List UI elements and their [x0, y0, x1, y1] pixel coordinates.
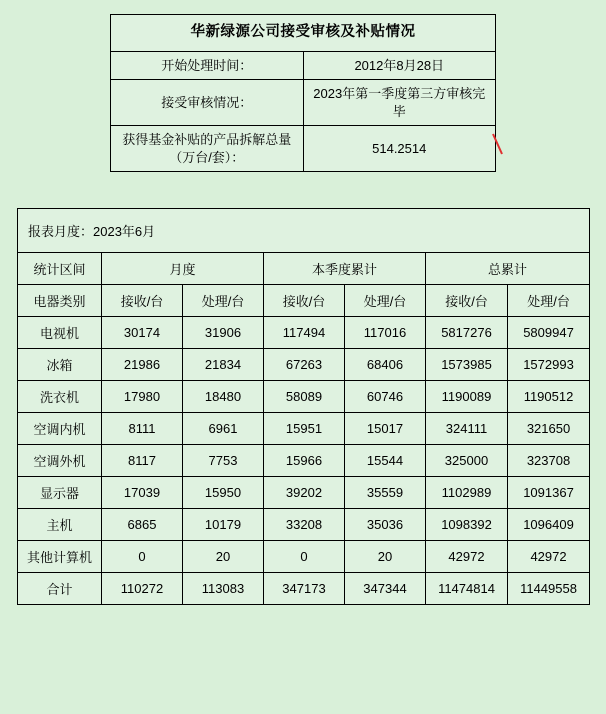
- table-row: [18, 317, 590, 349]
- header-group-quarter: 本季度累计: [264, 253, 426, 285]
- cell-value: 347344: [345, 573, 426, 605]
- row-category-label: 显示器: [18, 477, 102, 509]
- cell-value: 15951: [264, 413, 345, 445]
- cell-value: 0: [102, 541, 183, 573]
- row-category-label: 洗衣机: [18, 381, 102, 413]
- cell-value: 347173: [264, 573, 345, 605]
- table-row: [18, 509, 590, 541]
- row-category-label: 空调外机: [18, 445, 102, 477]
- row-category-label: 电视机: [18, 317, 102, 349]
- header-month-received: 接收/台: [102, 285, 183, 317]
- cell-value: 1102989: [426, 477, 508, 509]
- cell-value: 21986: [102, 349, 183, 381]
- cell-value: 21834: [183, 349, 264, 381]
- group-header-row: [18, 253, 590, 285]
- cell-value: 42972: [426, 541, 508, 573]
- summary-title: 华新绿源公司接受审核及补贴情况: [111, 15, 496, 52]
- header-quarter-processed: 处理/台: [345, 285, 426, 317]
- row-category-label: 主机: [18, 509, 102, 541]
- cell-value: 35036: [345, 509, 426, 541]
- cell-value: 15950: [183, 477, 264, 509]
- cell-value: 1098392: [426, 509, 508, 541]
- cell-value: 42972: [508, 541, 590, 573]
- cell-value: 6961: [183, 413, 264, 445]
- cell-value: 18480: [183, 381, 264, 413]
- report-month-label: 报表月度：2023年6月: [18, 209, 590, 253]
- cell-value: 1573985: [426, 349, 508, 381]
- cell-value: 325000: [426, 445, 508, 477]
- summary-table-container: [110, 14, 496, 172]
- summary-value-start-time: 2012年8月28日: [303, 51, 496, 80]
- cell-value: 17980: [102, 381, 183, 413]
- header-quarter-received: 接收/台: [264, 285, 345, 317]
- summary-value-subsidy-total: 514.2514: [303, 126, 496, 172]
- cell-value: 8111: [102, 413, 183, 445]
- table-row: [18, 445, 590, 477]
- summary-title-row: [111, 15, 496, 52]
- summary-value-audit-status: 2023年第一季度第三方审核完毕: [303, 80, 496, 126]
- cell-value: 67263: [264, 349, 345, 381]
- summary-row: [111, 51, 496, 80]
- header-category: 电器类别: [18, 285, 102, 317]
- header-total-received: 接收/台: [426, 285, 508, 317]
- cell-value: 5817276: [426, 317, 508, 349]
- cell-value: 11474814: [426, 573, 508, 605]
- cell-value: 33208: [264, 509, 345, 541]
- row-category-label-total: 合计: [18, 573, 102, 605]
- cell-value: 1190089: [426, 381, 508, 413]
- cell-value: 17039: [102, 477, 183, 509]
- cell-value: 323708: [508, 445, 590, 477]
- header-total-processed: 处理/台: [508, 285, 590, 317]
- cell-value: 117016: [345, 317, 426, 349]
- cell-value: 113083: [183, 573, 264, 605]
- cell-value: 11449558: [508, 573, 590, 605]
- report-month-row: [18, 209, 590, 253]
- cell-value: 1190512: [508, 381, 590, 413]
- cell-value: 20: [345, 541, 426, 573]
- cell-value: 110272: [102, 573, 183, 605]
- statistics-table-container: [17, 208, 589, 605]
- table-row: [18, 477, 590, 509]
- summary-row: [111, 80, 496, 126]
- header-month-processed: 处理/台: [183, 285, 264, 317]
- summary-label-subsidy-total: 获得基金补贴的产品拆解总量（万台/套）：: [111, 126, 304, 172]
- cell-value: 7753: [183, 445, 264, 477]
- cell-value: 58089: [264, 381, 345, 413]
- cell-value: 6865: [102, 509, 183, 541]
- cell-value: 1096409: [508, 509, 590, 541]
- sub-header-row: [18, 285, 590, 317]
- cell-value: 321650: [508, 413, 590, 445]
- table-row: [18, 541, 590, 573]
- cell-value: 68406: [345, 349, 426, 381]
- cell-value: 117494: [264, 317, 345, 349]
- cell-value: 0: [264, 541, 345, 573]
- cell-value: 60746: [345, 381, 426, 413]
- cell-value: 31906: [183, 317, 264, 349]
- cell-value: 15966: [264, 445, 345, 477]
- header-group-total: 总累计: [426, 253, 590, 285]
- table-row: [18, 349, 590, 381]
- cell-value: 8117: [102, 445, 183, 477]
- cell-value: 15544: [345, 445, 426, 477]
- summary-table: [110, 14, 496, 172]
- row-category-label: 其他计算机: [18, 541, 102, 573]
- cell-value: 35559: [345, 477, 426, 509]
- cell-value: 30174: [102, 317, 183, 349]
- cell-value: 1091367: [508, 477, 590, 509]
- cell-value: 324111: [426, 413, 508, 445]
- cell-value: 1572993: [508, 349, 590, 381]
- cell-value: 20: [183, 541, 264, 573]
- cell-value: 39202: [264, 477, 345, 509]
- summary-label-audit-status: 接受审核情况：: [111, 80, 304, 126]
- cell-value: 5809947: [508, 317, 590, 349]
- table-row-total: [18, 573, 590, 605]
- row-category-label: 冰箱: [18, 349, 102, 381]
- cell-value: 15017: [345, 413, 426, 445]
- row-category-label: 空调内机: [18, 413, 102, 445]
- header-group-month: 月度: [102, 253, 264, 285]
- table-row: [18, 381, 590, 413]
- table-row: [18, 413, 590, 445]
- summary-row: [111, 126, 496, 172]
- statistics-table: [17, 208, 590, 605]
- summary-label-start-time: 开始处理时间：: [111, 51, 304, 80]
- header-interval: 统计区间: [18, 253, 102, 285]
- cell-value: 10179: [183, 509, 264, 541]
